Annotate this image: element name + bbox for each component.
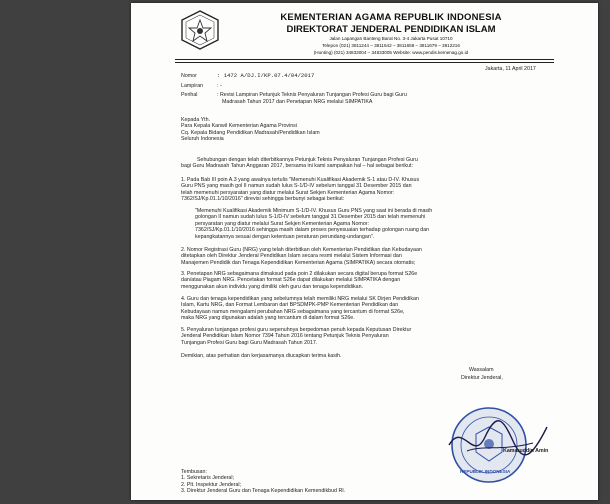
point-1 bbox=[181, 177, 419, 203]
point-line: 7362/SJ/Kp.01.1/10/2016" direvisi sehingga berbunyi sebagai berikut: bbox=[181, 196, 345, 203]
lampiran-value: : - bbox=[217, 83, 222, 89]
directorate-name: DIREKTORAT JENDERAL PENDIDIKAN ISLAM bbox=[286, 24, 496, 35]
point-line: telah memenuhi persyaratan yang diatur melalui Surat Sekjen Kementerian Agama Nomor: bbox=[181, 189, 395, 196]
cc-item: 1. Sekretaris Jenderal; bbox=[181, 475, 234, 482]
point-line: Tunjangan Profesi Guru bagi Guru Madrasah Tahun 2017. bbox=[181, 339, 318, 346]
stamp-text: REPUBLIK INDONESIA bbox=[460, 469, 511, 474]
quote-line: persyaratan yang diatur melalui Surat Sekjen Kementerian Agama Nomor: bbox=[195, 220, 370, 227]
perihal-line-2: Madrasah Tahun 2017 dan Penetapan NRG melalui SIMPATIKA bbox=[222, 99, 373, 105]
point-line: 4. Guru dan tenaga kependidikan yang sebelumnya telah memiliki NRG melalui SK Dirjen Pendidikan bbox=[181, 296, 419, 302]
cc-block bbox=[181, 469, 345, 495]
point-line: 5. Penyaluran tunjangan profesi guru sepenuhnya berpedoman penuh kepada Keputusan Direktur bbox=[181, 327, 412, 333]
quote-line: 7362/SJ/Kp.01.1/10/2016 sehingga masih dalam proses penyesuaian terhadap golongan ruang dan bbox=[195, 227, 430, 234]
lampiran-label: Lampiran bbox=[181, 83, 204, 89]
point-line: 3. Penetapan NRG sebagaimana dimaksud pada poin 2 dilakukan secara digital berupa format S26e bbox=[181, 271, 418, 277]
point-line: 2. Nomor Registrasi Guru (NRG) yang telah diterbitkan oleh Kementerian Pendidikan dan Kebudayaan bbox=[181, 247, 422, 253]
cc-item: 3. Direktur Jenderal Guru dan Tenaga Kependidikan Kemendikbud RI. bbox=[181, 488, 346, 495]
signatory-name: Kamaruddin Amin bbox=[503, 448, 549, 454]
recipient-line: Cq. Kepala Bidang Pendidikan Madrasah/Pendidikan Islam bbox=[181, 129, 320, 136]
point-line: Manajemen Pendidik dan Tenaga Kependidikan Kementerian Agama (SIMPATIKA) secara otomatis; bbox=[181, 259, 416, 266]
point-4 bbox=[181, 296, 419, 322]
nomor-label: Nomor bbox=[181, 73, 197, 79]
recipient-line: Seluruh Indonesia bbox=[181, 136, 224, 143]
cc-heading: Tembusan: bbox=[181, 469, 207, 475]
point-1-quote bbox=[195, 208, 432, 240]
date-line: Jakarta, 11 April 2017 bbox=[485, 66, 536, 72]
point-line: Guru PNS yang masih gol II namun sudah lulus S-1/D-IV sebelum tanggal 31 Desember 2015 dan bbox=[181, 183, 412, 190]
point-line: ditetapkan oleh Direktur Jenderal Pendidikan Islam secara resmi melalui Sistem Informasi dan bbox=[181, 253, 402, 260]
point-line: dan/atau Piagam NRG. Pencetakan format S26e dapat dilakukan melalui SIMPATIKA dengan bbox=[181, 277, 401, 284]
ministry-emblem-icon bbox=[179, 9, 221, 51]
header-rule-thick bbox=[175, 59, 554, 60]
recipient-line: Kepada Yth. bbox=[181, 117, 211, 123]
wassalam: Wassalam bbox=[469, 367, 494, 373]
point-line: 1. Pada Bab III poin A.3 yang awalnya tertulis "Memenuhi Kualifikasi Akademik S-1 atau D-IV. Khusus bbox=[181, 177, 420, 183]
quote-line: golongan II namun sudah lulus S-1/D-IV sebelum tanggal 31 Desember 2015 dan telah memenuhi bbox=[195, 214, 426, 221]
document-page bbox=[131, 3, 598, 500]
phone-line: Telepon (021) 3811244 – 3811642 – 3811658 – 3811679 – 3812216 bbox=[322, 43, 460, 48]
point-5 bbox=[181, 327, 411, 346]
quote-line: kepangkatannya sesuai dengan ketentuan peraturan perundang-undangan". bbox=[195, 233, 375, 240]
intro-paragraph bbox=[181, 157, 418, 170]
address-line: Jalan Lapangan Banteng Barat No. 3-4 Jakarta Pusat 10710 bbox=[329, 36, 453, 41]
signature-scribble bbox=[443, 401, 553, 471]
perihal-line-1: : Revisi Lampiran Petunjuk Teknis Penyaluran Tunjangan Profesi Guru bagi Guru bbox=[217, 92, 407, 98]
header-rule-thin bbox=[175, 62, 554, 63]
closing-sentence: Demikian, atas perhatian dan kerjasamanya diucapkan terima kasih. bbox=[181, 353, 342, 359]
quote-line: "Memenuhi Kualifikasi Akademik Minimum S-1/D-IV. Khusus Guru PNS yang saat ini berada di masih bbox=[195, 208, 433, 214]
point-line: Jenderal Pendidikan Islam Nomor 7394 Tahun 2016 tentang Petunjuk Teknis Penyaluran bbox=[181, 333, 389, 340]
point-line: Islam, Kartu NRG, dan Format Lembaran dari BPSDMPK-PMP Kementerian Pendidikan dan bbox=[181, 302, 399, 309]
letterhead bbox=[231, 12, 551, 56]
intro-line: Sehubungan dengan telah diterbitkannya Petunjuk Teknis Penyaluran Tunjangan Profesi Guru bbox=[197, 157, 418, 163]
point-line: maka NRG yang digunakan adalah yang tercantum di dalam format S26e. bbox=[181, 315, 355, 322]
ministry-name: KEMENTERIAN AGAMA REPUBLIK INDONESIA bbox=[280, 12, 502, 23]
point-line: menggunakan akun individu yang dimiliki oleh guru dan tenaga kependidikan. bbox=[181, 283, 363, 290]
point-3 bbox=[181, 271, 417, 290]
intro-line: bagi Guru Madrasah Tahun Anggaran 2017, bersama ini kami sampaikan hal – hal sebagai berikut: bbox=[181, 163, 413, 170]
point-line: Kebudayaan namun mengalami perubahan NRG sebagaimana yang tercantum di format S26e, bbox=[181, 308, 405, 315]
nomor-value: : 1472 A/DJ.I/KP.07.4/04/2017 bbox=[217, 72, 315, 79]
recipient-line: Para Kepala Kanwil Kementerian Agama Provinsi bbox=[181, 123, 298, 130]
hunting-line: (Hunting) (021) 34833004 – 34833005 Website: www.pendis.kemenag.go.id bbox=[313, 50, 469, 55]
cc-item: 2. Plt. Inspektur Jenderal; bbox=[181, 481, 242, 488]
recipient-block bbox=[181, 117, 320, 143]
point-2 bbox=[181, 247, 422, 266]
perihal-label: Perihal bbox=[181, 92, 198, 98]
signatory-title: Direktur Jenderal, bbox=[461, 375, 503, 381]
